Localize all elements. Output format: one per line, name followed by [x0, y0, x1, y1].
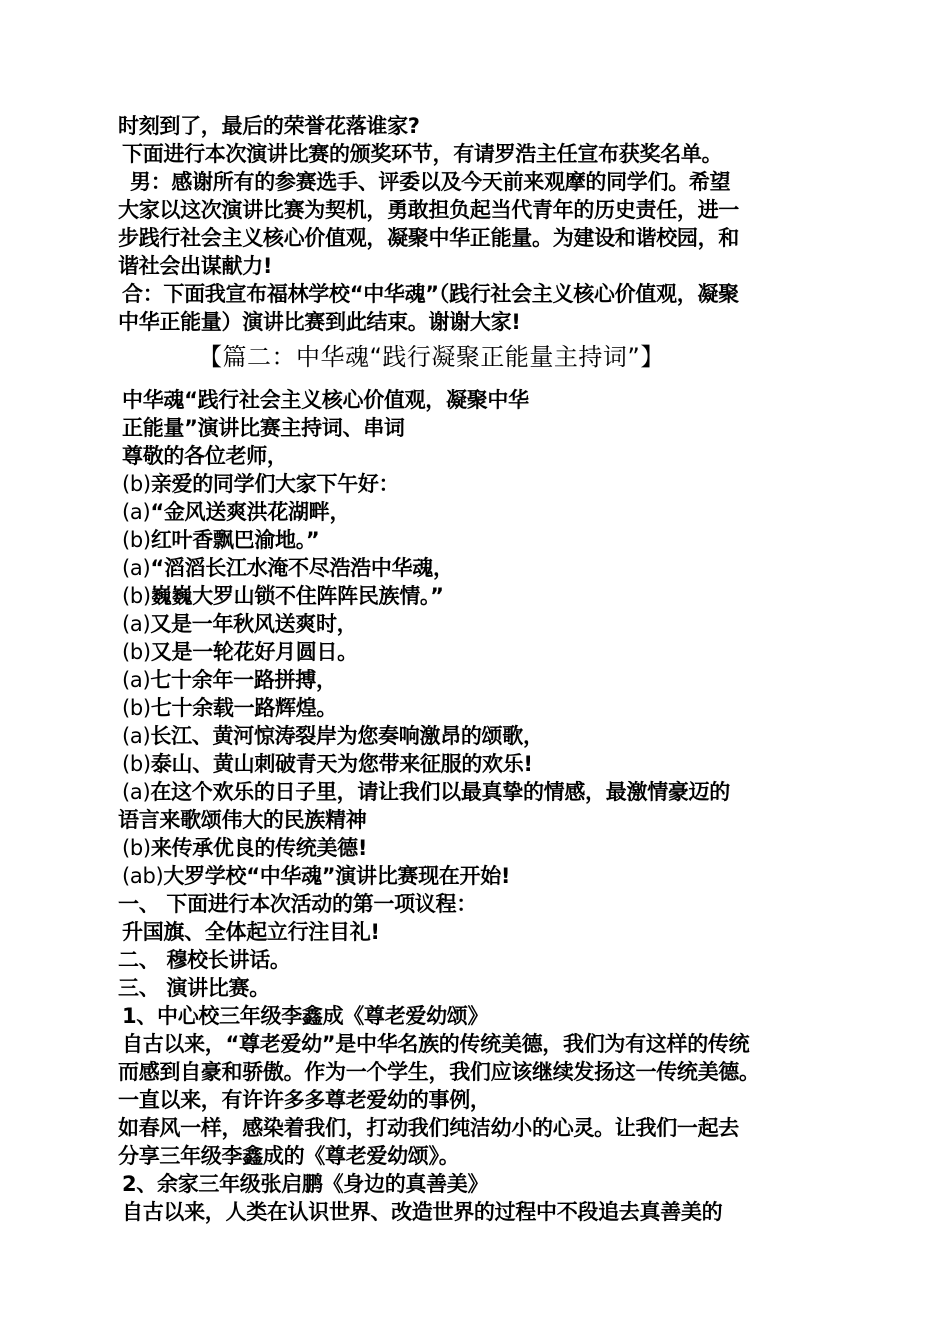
line-text: 分享三年级李鑫成的《尊老爱幼颂》。: [118, 1144, 460, 1168]
speaker-mark: (b): [122, 696, 151, 720]
text-line: [118, 554, 848, 582]
line-text: 来传承优良的传统美德!: [150, 836, 368, 860]
speaker-mark: (a): [122, 724, 151, 748]
line-text: 升国旗、全体起立行注目礼!: [122, 920, 380, 944]
text-line: 步践行社会主义核心价值观，凝聚中华正能量。为建设和谐校园，和: [118, 226, 739, 250]
line-text: 二、 穆校长讲话。: [118, 948, 291, 972]
line-text: 七十余年一路拼搏，: [150, 668, 337, 692]
line-text: “滔滔长江水淹不尽浩浩中华魂，: [150, 556, 454, 580]
text-line: [118, 806, 848, 834]
text-line: [118, 974, 848, 1002]
line-text: 一直以来，有许许多多尊老爱幼的事例，: [118, 1088, 491, 1112]
text-line: 男：感谢所有的参赛选手、评委以及今天前来观摩的同学们。希望: [130, 170, 731, 194]
line-text: 尊敬的各位老师，: [122, 444, 288, 468]
text-line: [118, 1142, 848, 1170]
text-line: [118, 414, 848, 442]
text-line: [118, 526, 848, 554]
text-line: [118, 890, 848, 918]
text-line: 下面进行本次演讲比赛的颁奖环节，有请罗浩主任宣布获奖名单。: [122, 142, 723, 166]
speaker-mark: (ab): [122, 864, 164, 888]
line-text: 语言来歌颂伟大的民族精神: [118, 808, 367, 832]
line-text: 又是一轮花好月圆日。: [150, 640, 358, 664]
speaker-mark: (a): [122, 500, 151, 524]
text-line: [118, 694, 848, 722]
line-text: 三、 演讲比赛。: [118, 976, 270, 1000]
line-text: 正能量”演讲比赛主持词、串词: [122, 416, 405, 440]
text-line: [118, 750, 848, 778]
line-text: 七十余载一路辉煌。: [150, 696, 338, 720]
line-text: 1、中心校三年级李鑫成《尊老爱幼颂》: [122, 1004, 489, 1028]
text-line: [118, 946, 848, 974]
line-text: 大罗学校“中华魂”演讲比赛现在开始!: [163, 864, 511, 888]
text-line: 谐社会出谋献力!: [118, 254, 273, 278]
line-text: 自古以来，“尊老爱幼”是中华名族的传统美德，我们为有这样的传统: [122, 1032, 750, 1056]
text-line: [118, 1002, 848, 1030]
line-text: 巍巍大罗山锁不住阵阵民族情。”: [150, 584, 444, 608]
text-line: [118, 442, 848, 470]
speaker-mark: (a): [122, 612, 151, 636]
document-body: [118, 112, 848, 1226]
line-text: 如春风一样，感染着我们，打动我们纯洁幼小的心灵。让我们一起去: [118, 1116, 739, 1140]
text-line: 大家以这次演讲比赛为契机，勇敢担负起当代青年的历史责任，进一: [118, 198, 739, 222]
speaker-mark: (a): [122, 556, 151, 580]
line-text: 而感到自豪和骄傲。作为一个学生，我们应该继续发扬这一传统美德。: [118, 1060, 760, 1084]
text-line: [118, 470, 848, 498]
line-text: 泰山、黄山刺破青天为您带来征服的欢乐!: [150, 752, 533, 776]
text-line: [118, 918, 848, 946]
speaker-mark: (b): [122, 640, 151, 664]
line-text: 2、余家三年级张启鹏《身边的真善美》: [122, 1172, 489, 1196]
line-text: 一、 下面进行本次活动的第一项议程：: [118, 892, 477, 916]
line-text: “金风送爽洪花湖畔，: [150, 500, 351, 524]
line-text: 长江、黄河惊涛裂岸为您奏响激昂的颂歌，: [150, 724, 544, 748]
text-line: [118, 834, 848, 862]
line-text: 红叶香飘巴渝地。”: [150, 528, 320, 552]
text-line: [118, 1030, 848, 1058]
speaker-mark: (a): [122, 668, 151, 692]
text-line: [118, 386, 848, 414]
text-line: [118, 498, 848, 526]
text-line: [118, 862, 848, 890]
text-line: [118, 1114, 848, 1142]
text-line: 中华正能量）演讲比赛到此结束。谢谢大家!: [118, 310, 521, 334]
text-line: 时刻到了，最后的荣誉花落谁家?: [118, 114, 420, 138]
speaker-mark: (b): [122, 528, 151, 552]
speaker-mark: (b): [122, 752, 151, 776]
section-heading: 【篇二：中华魂“践行凝聚正能量主持词”】: [198, 343, 665, 371]
line-text: 亲爱的同学们大家下午好：: [150, 472, 400, 496]
line-text: 在这个欢乐的日子里，请让我们以最真挚的情感，最激情豪迈的: [150, 780, 730, 804]
line-text: 中华魂“践行社会主义核心价值观，凝聚中华: [122, 388, 529, 412]
line-text: 又是一年秋风送爽时，: [150, 612, 358, 636]
text-line: [118, 1086, 848, 1114]
text-line: [118, 778, 848, 806]
text-line: 合：下面我宣布福林学校“中华魂”（践行社会主义核心价值观，凝聚: [122, 282, 739, 306]
speaker-mark: (b): [122, 836, 151, 860]
text-line: [118, 582, 848, 610]
speaker-mark: (b): [122, 472, 151, 496]
text-line: [118, 638, 848, 666]
line-text: 自古以来，人类在认识世界、改造世界的过程中不段追去真善美的: [122, 1200, 723, 1224]
text-line: [118, 1198, 848, 1226]
text-line: [118, 666, 848, 694]
text-line: [118, 1058, 848, 1086]
text-line: [118, 1170, 848, 1198]
text-line: [118, 610, 848, 638]
speaker-mark: (a): [122, 780, 151, 804]
text-line: [118, 722, 848, 750]
speaker-mark: (b): [122, 584, 151, 608]
